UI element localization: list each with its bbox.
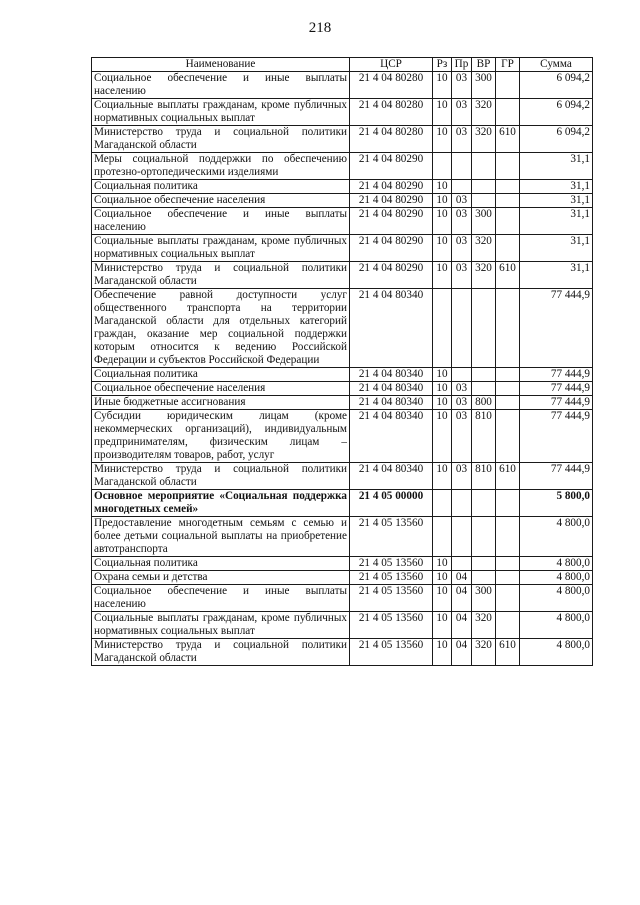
cell-vr: 800 xyxy=(472,396,496,410)
cell-csr: 21 4 04 80290 xyxy=(350,208,433,235)
cell-vr xyxy=(472,153,496,180)
cell-pr: 03 xyxy=(452,194,472,208)
cell-gr xyxy=(496,368,520,382)
cell-gr xyxy=(496,557,520,571)
cell-vr: 320 xyxy=(472,235,496,262)
cell-rz: 10 xyxy=(433,410,452,463)
cell-sum: 77 444,9 xyxy=(520,463,593,490)
cell-pr xyxy=(452,517,472,557)
cell-sum: 31,1 xyxy=(520,180,593,194)
header-gr: ГР xyxy=(496,58,520,72)
cell-name: Социальное обеспечение и иные выплаты населению xyxy=(92,208,350,235)
table-row xyxy=(92,571,593,585)
cell-rz xyxy=(433,289,452,368)
cell-vr xyxy=(472,517,496,557)
cell-pr: 04 xyxy=(452,585,472,612)
cell-pr: 03 xyxy=(452,208,472,235)
cell-name: Социальная политика xyxy=(92,180,350,194)
cell-csr: 21 4 05 13560 xyxy=(350,639,433,666)
cell-pr: 03 xyxy=(452,410,472,463)
cell-sum: 31,1 xyxy=(520,262,593,289)
cell-name: Социальная политика xyxy=(92,557,350,571)
cell-rz: 10 xyxy=(433,208,452,235)
page-number: 218 xyxy=(308,20,332,36)
table-row xyxy=(92,382,593,396)
table-row xyxy=(92,126,593,153)
table-row xyxy=(92,208,593,235)
cell-vr: 320 xyxy=(472,262,496,289)
cell-rz: 10 xyxy=(433,612,452,639)
cell-pr xyxy=(452,490,472,517)
cell-pr: 03 xyxy=(452,72,472,99)
cell-name: Министерство труда и социальной политики Магаданской области xyxy=(92,639,350,666)
cell-csr: 21 4 04 80340 xyxy=(350,396,433,410)
cell-pr xyxy=(452,180,472,194)
cell-gr xyxy=(496,208,520,235)
cell-gr xyxy=(496,612,520,639)
header-sum: Сумма xyxy=(520,58,593,72)
cell-gr xyxy=(496,517,520,557)
cell-name: Меры социальной поддержки по обеспечению протезно-ортопедическими изделиями xyxy=(92,153,350,180)
cell-vr xyxy=(472,368,496,382)
table-body xyxy=(92,72,593,666)
cell-vr: 320 xyxy=(472,99,496,126)
cell-vr: 300 xyxy=(472,72,496,99)
cell-vr: 320 xyxy=(472,612,496,639)
cell-gr: 610 xyxy=(496,463,520,490)
cell-gr xyxy=(496,382,520,396)
cell-vr xyxy=(472,289,496,368)
budget-table xyxy=(91,57,593,666)
cell-name: Социальные выплаты гражданам, кроме публичных нормативных социальных выплат xyxy=(92,612,350,639)
cell-rz: 10 xyxy=(433,557,452,571)
header-csr: ЦСР xyxy=(350,58,433,72)
cell-rz: 10 xyxy=(433,262,452,289)
cell-csr: 21 4 05 13560 xyxy=(350,612,433,639)
cell-name: Предоставление многодетным семьям с семью и более детьми социальной выплаты на приобретение автотранспорта xyxy=(92,517,350,557)
cell-csr: 21 4 04 80280 xyxy=(350,126,433,153)
cell-sum: 6 094,2 xyxy=(520,99,593,126)
cell-gr xyxy=(496,410,520,463)
table-row xyxy=(92,396,593,410)
cell-pr: 03 xyxy=(452,396,472,410)
cell-rz: 10 xyxy=(433,639,452,666)
cell-vr xyxy=(472,557,496,571)
cell-sum: 31,1 xyxy=(520,235,593,262)
cell-pr xyxy=(452,289,472,368)
cell-gr xyxy=(496,180,520,194)
table-row xyxy=(92,612,593,639)
table-row xyxy=(92,517,593,557)
cell-vr: 810 xyxy=(472,410,496,463)
cell-name: Субсидии юридическим лицам (кроме некоммерческих организаций), индивидуальным предпринимателям, физическим лицам – производителям товаров, работ, услуг xyxy=(92,410,350,463)
cell-rz xyxy=(433,490,452,517)
cell-vr: 320 xyxy=(472,639,496,666)
cell-csr: 21 4 05 00000 xyxy=(350,490,433,517)
cell-rz: 10 xyxy=(433,72,452,99)
cell-sum: 6 094,2 xyxy=(520,126,593,153)
cell-pr xyxy=(452,153,472,180)
cell-gr xyxy=(496,153,520,180)
cell-gr: 610 xyxy=(496,639,520,666)
cell-csr: 21 4 04 80340 xyxy=(350,410,433,463)
cell-csr: 21 4 04 80340 xyxy=(350,368,433,382)
cell-sum: 77 444,9 xyxy=(520,368,593,382)
cell-rz: 10 xyxy=(433,396,452,410)
cell-sum: 77 444,9 xyxy=(520,410,593,463)
header-vr: ВР xyxy=(472,58,496,72)
table-header-row xyxy=(92,58,593,72)
cell-csr: 21 4 05 13560 xyxy=(350,585,433,612)
table-row xyxy=(92,410,593,463)
table-row xyxy=(92,153,593,180)
cell-gr xyxy=(496,289,520,368)
cell-gr xyxy=(496,99,520,126)
cell-sum: 31,1 xyxy=(520,153,593,180)
cell-vr: 320 xyxy=(472,126,496,153)
cell-csr: 21 4 04 80340 xyxy=(350,463,433,490)
cell-rz: 10 xyxy=(433,368,452,382)
cell-name: Социальные выплаты гражданам, кроме публичных нормативных социальных выплат xyxy=(92,235,350,262)
cell-vr xyxy=(472,490,496,517)
cell-csr: 21 4 04 80280 xyxy=(350,99,433,126)
cell-pr: 03 xyxy=(452,235,472,262)
cell-pr: 03 xyxy=(452,262,472,289)
cell-pr: 04 xyxy=(452,571,472,585)
table-row xyxy=(92,180,593,194)
cell-rz: 10 xyxy=(433,180,452,194)
cell-name: Социальное обеспечение населения xyxy=(92,194,350,208)
cell-sum: 31,1 xyxy=(520,208,593,235)
cell-rz: 10 xyxy=(433,126,452,153)
cell-rz: 10 xyxy=(433,463,452,490)
cell-vr xyxy=(472,194,496,208)
cell-csr: 21 4 05 13560 xyxy=(350,571,433,585)
cell-sum: 4 800,0 xyxy=(520,557,593,571)
cell-sum: 77 444,9 xyxy=(520,382,593,396)
cell-name: Иные бюджетные ассигнования xyxy=(92,396,350,410)
table-row xyxy=(92,262,593,289)
cell-vr xyxy=(472,180,496,194)
cell-name: Основное мероприятие «Социальная поддержка многодетных семей» xyxy=(92,490,350,517)
cell-rz xyxy=(433,153,452,180)
cell-gr xyxy=(496,235,520,262)
cell-gr: 610 xyxy=(496,262,520,289)
cell-name: Охрана семьи и детства xyxy=(92,571,350,585)
cell-sum: 4 800,0 xyxy=(520,639,593,666)
cell-name: Министерство труда и социальной политики Магаданской области xyxy=(92,126,350,153)
cell-sum: 31,1 xyxy=(520,194,593,208)
cell-csr: 21 4 05 13560 xyxy=(350,517,433,557)
table-row xyxy=(92,235,593,262)
cell-csr: 21 4 04 80280 xyxy=(350,72,433,99)
cell-csr: 21 4 04 80340 xyxy=(350,382,433,396)
table-row xyxy=(92,490,593,517)
cell-pr: 04 xyxy=(452,612,472,639)
cell-vr xyxy=(472,382,496,396)
header-pr: Пр xyxy=(452,58,472,72)
header-rz: Рз xyxy=(433,58,452,72)
cell-rz: 10 xyxy=(433,99,452,126)
cell-gr xyxy=(496,571,520,585)
cell-gr xyxy=(496,72,520,99)
cell-csr: 21 4 05 13560 xyxy=(350,557,433,571)
cell-name: Социальная политика xyxy=(92,368,350,382)
cell-name: Социальное обеспечение населения xyxy=(92,382,350,396)
cell-rz xyxy=(433,517,452,557)
cell-pr: 04 xyxy=(452,639,472,666)
cell-gr xyxy=(496,490,520,517)
cell-vr xyxy=(472,571,496,585)
cell-gr xyxy=(496,585,520,612)
cell-rz: 10 xyxy=(433,585,452,612)
header-name: Наименование xyxy=(92,58,350,72)
cell-rz: 10 xyxy=(433,194,452,208)
table-row xyxy=(92,639,593,666)
table-row xyxy=(92,368,593,382)
cell-vr: 300 xyxy=(472,208,496,235)
cell-gr xyxy=(496,194,520,208)
cell-name: Министерство труда и социальной политики Магаданской области xyxy=(92,463,350,490)
cell-name: Обеспечение равной доступности услуг общественного транспорта на территории Магаданской области для отдельных категорий граждан, оказание мер социальной поддержки которым относится к ведению Российской Федерации и субъектов Российской Федерации xyxy=(92,289,350,368)
cell-gr xyxy=(496,396,520,410)
cell-pr: 03 xyxy=(452,99,472,126)
cell-name: Социальное обеспечение и иные выплаты населению xyxy=(92,585,350,612)
cell-rz: 10 xyxy=(433,571,452,585)
table-row xyxy=(92,194,593,208)
cell-vr: 810 xyxy=(472,463,496,490)
table-row xyxy=(92,557,593,571)
table-row xyxy=(92,72,593,99)
cell-pr xyxy=(452,368,472,382)
cell-name: Социальное обеспечение и иные выплаты населению xyxy=(92,72,350,99)
cell-sum: 5 800,0 xyxy=(520,490,593,517)
cell-csr: 21 4 04 80290 xyxy=(350,194,433,208)
cell-sum: 4 800,0 xyxy=(520,571,593,585)
cell-gr: 610 xyxy=(496,126,520,153)
table-row xyxy=(92,289,593,368)
table-row xyxy=(92,585,593,612)
table-row xyxy=(92,99,593,126)
cell-csr: 21 4 04 80340 xyxy=(350,289,433,368)
cell-name: Министерство труда и социальной политики Магаданской области xyxy=(92,262,350,289)
cell-csr: 21 4 04 80290 xyxy=(350,235,433,262)
cell-name: Социальные выплаты гражданам, кроме публичных нормативных социальных выплат xyxy=(92,99,350,126)
cell-sum: 77 444,9 xyxy=(520,289,593,368)
cell-csr: 21 4 04 80290 xyxy=(350,180,433,194)
cell-vr: 300 xyxy=(472,585,496,612)
cell-sum: 6 094,2 xyxy=(520,72,593,99)
cell-csr: 21 4 04 80290 xyxy=(350,153,433,180)
cell-sum: 4 800,0 xyxy=(520,585,593,612)
table-row xyxy=(92,463,593,490)
cell-pr: 03 xyxy=(452,463,472,490)
cell-csr: 21 4 04 80290 xyxy=(350,262,433,289)
cell-sum: 4 800,0 xyxy=(520,517,593,557)
cell-rz: 10 xyxy=(433,382,452,396)
cell-sum: 4 800,0 xyxy=(520,612,593,639)
cell-rz: 10 xyxy=(433,235,452,262)
cell-pr: 03 xyxy=(452,382,472,396)
cell-pr: 03 xyxy=(452,126,472,153)
cell-sum: 77 444,9 xyxy=(520,396,593,410)
cell-pr xyxy=(452,557,472,571)
